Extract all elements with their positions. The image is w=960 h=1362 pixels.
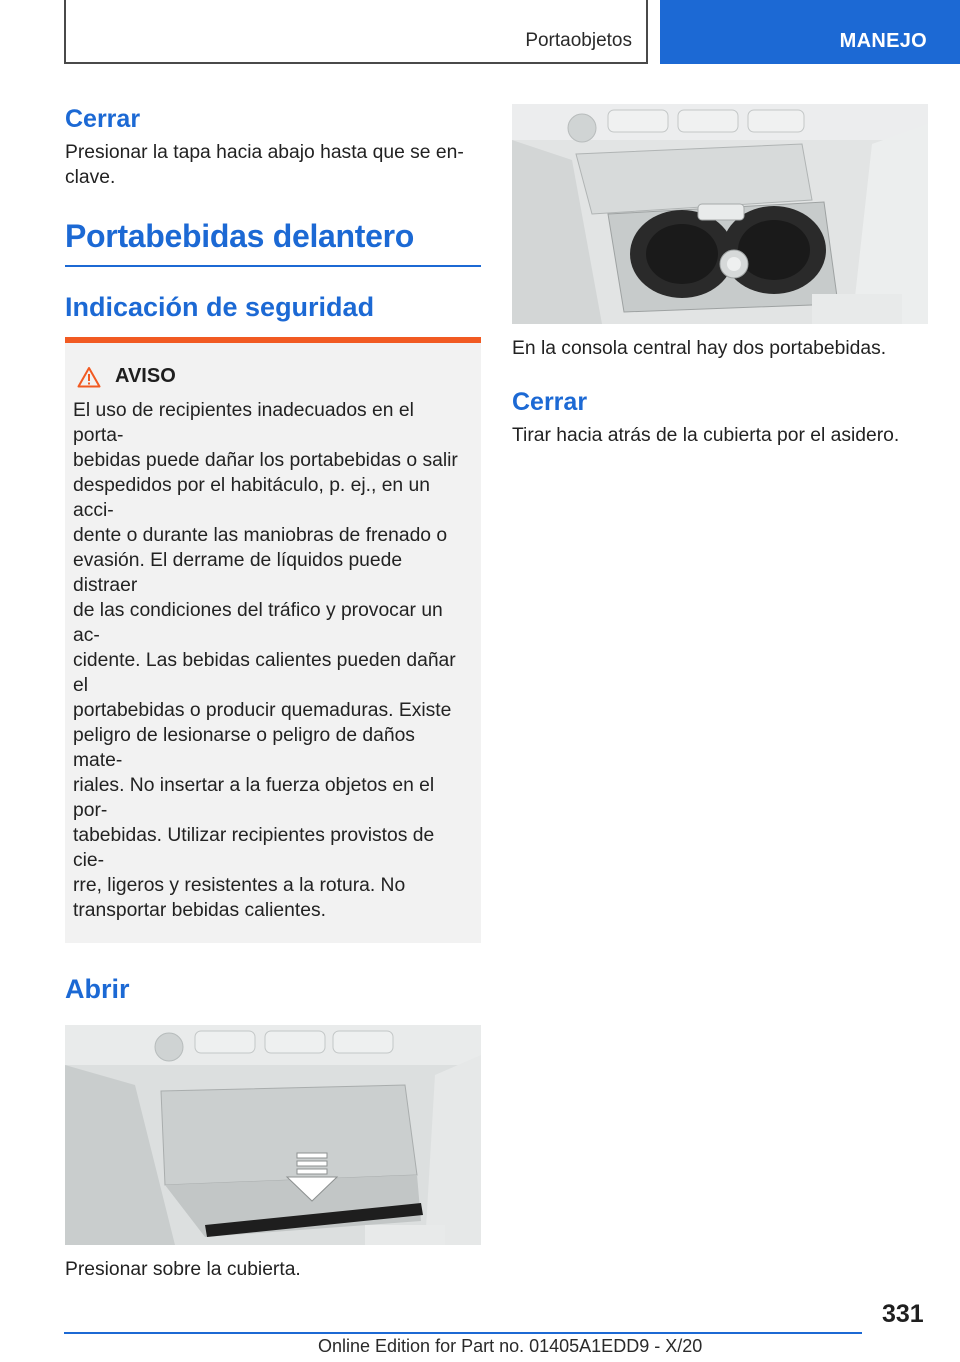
warning-title-row [73,365,469,388]
cerrar-heading-left: Cerrar [65,105,141,133]
page-number: 331 [882,1300,924,1328]
abrir-heading: Abrir [65,974,130,1004]
cerrar-heading-right: Cerrar [512,388,588,416]
left-column [65,104,481,1282]
warning-triangle-icon [77,366,101,388]
warning-text: El uso de recipientes inadecuados en el porta- bebidas puede dañar los portabebidas o salir despedidos por el habitáculo, p. ej., en un acci- dente o durante las maniobras de frenado o evasión. El derrame de líquidos puede distraer de las condiciones del tráfico y provocar un ac- cidente. Las bebidas calientes pueden dañar el portabebidas o producir quemaduras. Existe peligro de lesionarse o peligro de daños mate- riales. No insertar a la fuerza objetos en el por- tabebidas. Utilizar recipientes provistos de cie- rre, ligeros y resistentes a la rotura. No transportar bebidas calientes. [73,400,458,921]
cupholder-illustration [512,104,928,324]
main-heading: Portabebidas delantero [65,218,415,254]
right-column [512,104,928,448]
cerrar-text-right: Tirar hacia atrás de la cubierta por el asidero. [512,425,900,446]
cerrar-text-left: Presionar la tapa hacia abajo hasta que se en- clave. [65,142,464,188]
footer-edition: Online Edition for Part no. 01405A1EDD9 - X/20 [318,1336,703,1356]
header-chapter-tab [660,0,960,64]
open-cover-illustration [65,1025,481,1245]
safety-heading: Indicación de seguridad [65,292,375,322]
warning-label: AVISO [115,365,176,387]
main-heading-rule [65,265,481,267]
cupholder-caption: En la consola central hay dos portabebidas. [512,338,887,359]
abrir-caption: Presionar sobre la cubierta. [65,1259,301,1280]
header-chapter-label: MANEJO [839,30,927,52]
header-section-box [64,0,648,64]
warning-box [65,343,481,943]
header-section-title: Portaobjetos [525,30,632,51]
footer-rule [64,1332,862,1334]
